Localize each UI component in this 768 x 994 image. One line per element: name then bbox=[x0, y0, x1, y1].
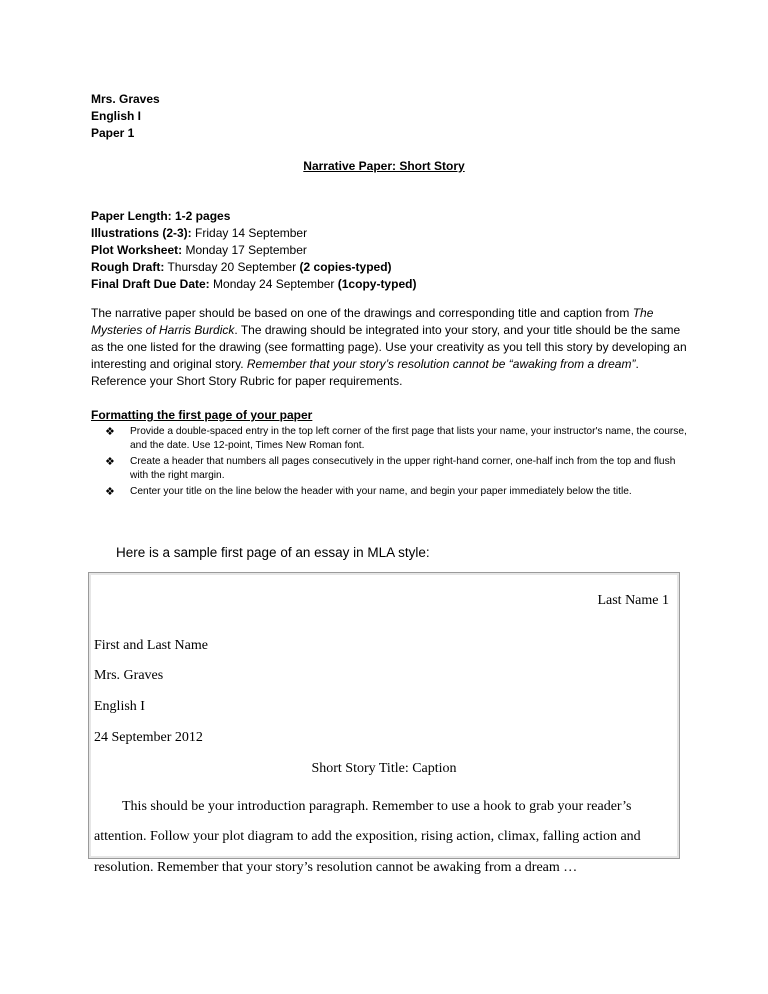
date-row: Paper Length: 1-2 pages bbox=[91, 209, 231, 223]
instructions-paragraph: The narrative paper should be based on one of the drawings and corresponding title and caption from The Mysteries of Harris Burdick. The drawing should be integrated into your story, and your title should be the same as the one listed for the drawing (see formatting page). Use your creativity as you tell this story by developing an interesting and original story. Remember that your story’s resolution cannot be “awaking from a dream”. Reference your Short Story Rubric for paper requirements. bbox=[91, 306, 687, 388]
diamond-bullet-icon: ❖ bbox=[105, 456, 115, 468]
due-dates bbox=[91, 208, 416, 293]
sample-instructor: Mrs. Graves bbox=[94, 668, 164, 683]
date-row: Illustrations (2-3): Friday 14 September bbox=[91, 226, 308, 240]
diamond-bullet-icon: ❖ bbox=[105, 486, 115, 498]
list-item: ❖ Center your title on the line below the header with your name, and begin your paper immediately below the title. bbox=[105, 486, 632, 498]
resolution-note: Remember that your story’s resolution cannot be “awaking from a dream” bbox=[246, 357, 636, 371]
paper-number: Paper 1 bbox=[91, 126, 135, 140]
sample-header: Last Name 1 bbox=[597, 593, 669, 608]
header-block bbox=[91, 91, 160, 142]
sample-body-line: This should be your introduction paragraph. Remember to use a hook to grab your reader’s bbox=[122, 799, 632, 814]
list-item: ❖ Create a header that numbers all pages consecutively in the upper right-hand corner, one-half inch from the top and flush with the right margin. bbox=[105, 456, 676, 481]
sample-body-line: attention. Follow your plot diagram to add the exposition, rising action, climax, falling action and bbox=[94, 829, 641, 844]
formatting-list bbox=[91, 425, 691, 501]
diamond-bullet-icon: ❖ bbox=[105, 426, 115, 438]
sample-student-name: First and Last Name bbox=[94, 638, 208, 653]
page-title: Narrative Paper: Short Story bbox=[303, 159, 465, 173]
list-item: ❖ Provide a double-spaced entry in the top left corner of the first page that lists your name, your instructor's name, the course, and the date. Use 12-point, Times New Roman font. bbox=[105, 426, 687, 451]
date-row: Plot Worksheet: Monday 17 September bbox=[91, 243, 307, 257]
sample-page bbox=[88, 572, 680, 875]
sample-date: 24 September 2012 bbox=[94, 730, 203, 745]
book-title: The Mysteries of Harris Burdick bbox=[91, 306, 654, 337]
date-row: Rough Draft: Thursday 20 September (2 copies-typed) bbox=[91, 260, 392, 274]
formatting-heading: Formatting the first page of your paper bbox=[91, 408, 313, 422]
sample-course: English I bbox=[94, 699, 145, 714]
date-row: Final Draft Due Date: Monday 24 September (1copy-typed) bbox=[91, 277, 417, 291]
teacher-name: Mrs. Graves bbox=[91, 92, 160, 106]
sample-title: Short Story Title: Caption bbox=[311, 761, 457, 776]
course-name: English I bbox=[91, 109, 142, 123]
sample-body-line: resolution. Remember that your story’s resolution cannot be awaking from a dream … bbox=[94, 860, 578, 875]
sample-intro: Here is a sample first page of an essay in MLA style: bbox=[116, 545, 430, 560]
